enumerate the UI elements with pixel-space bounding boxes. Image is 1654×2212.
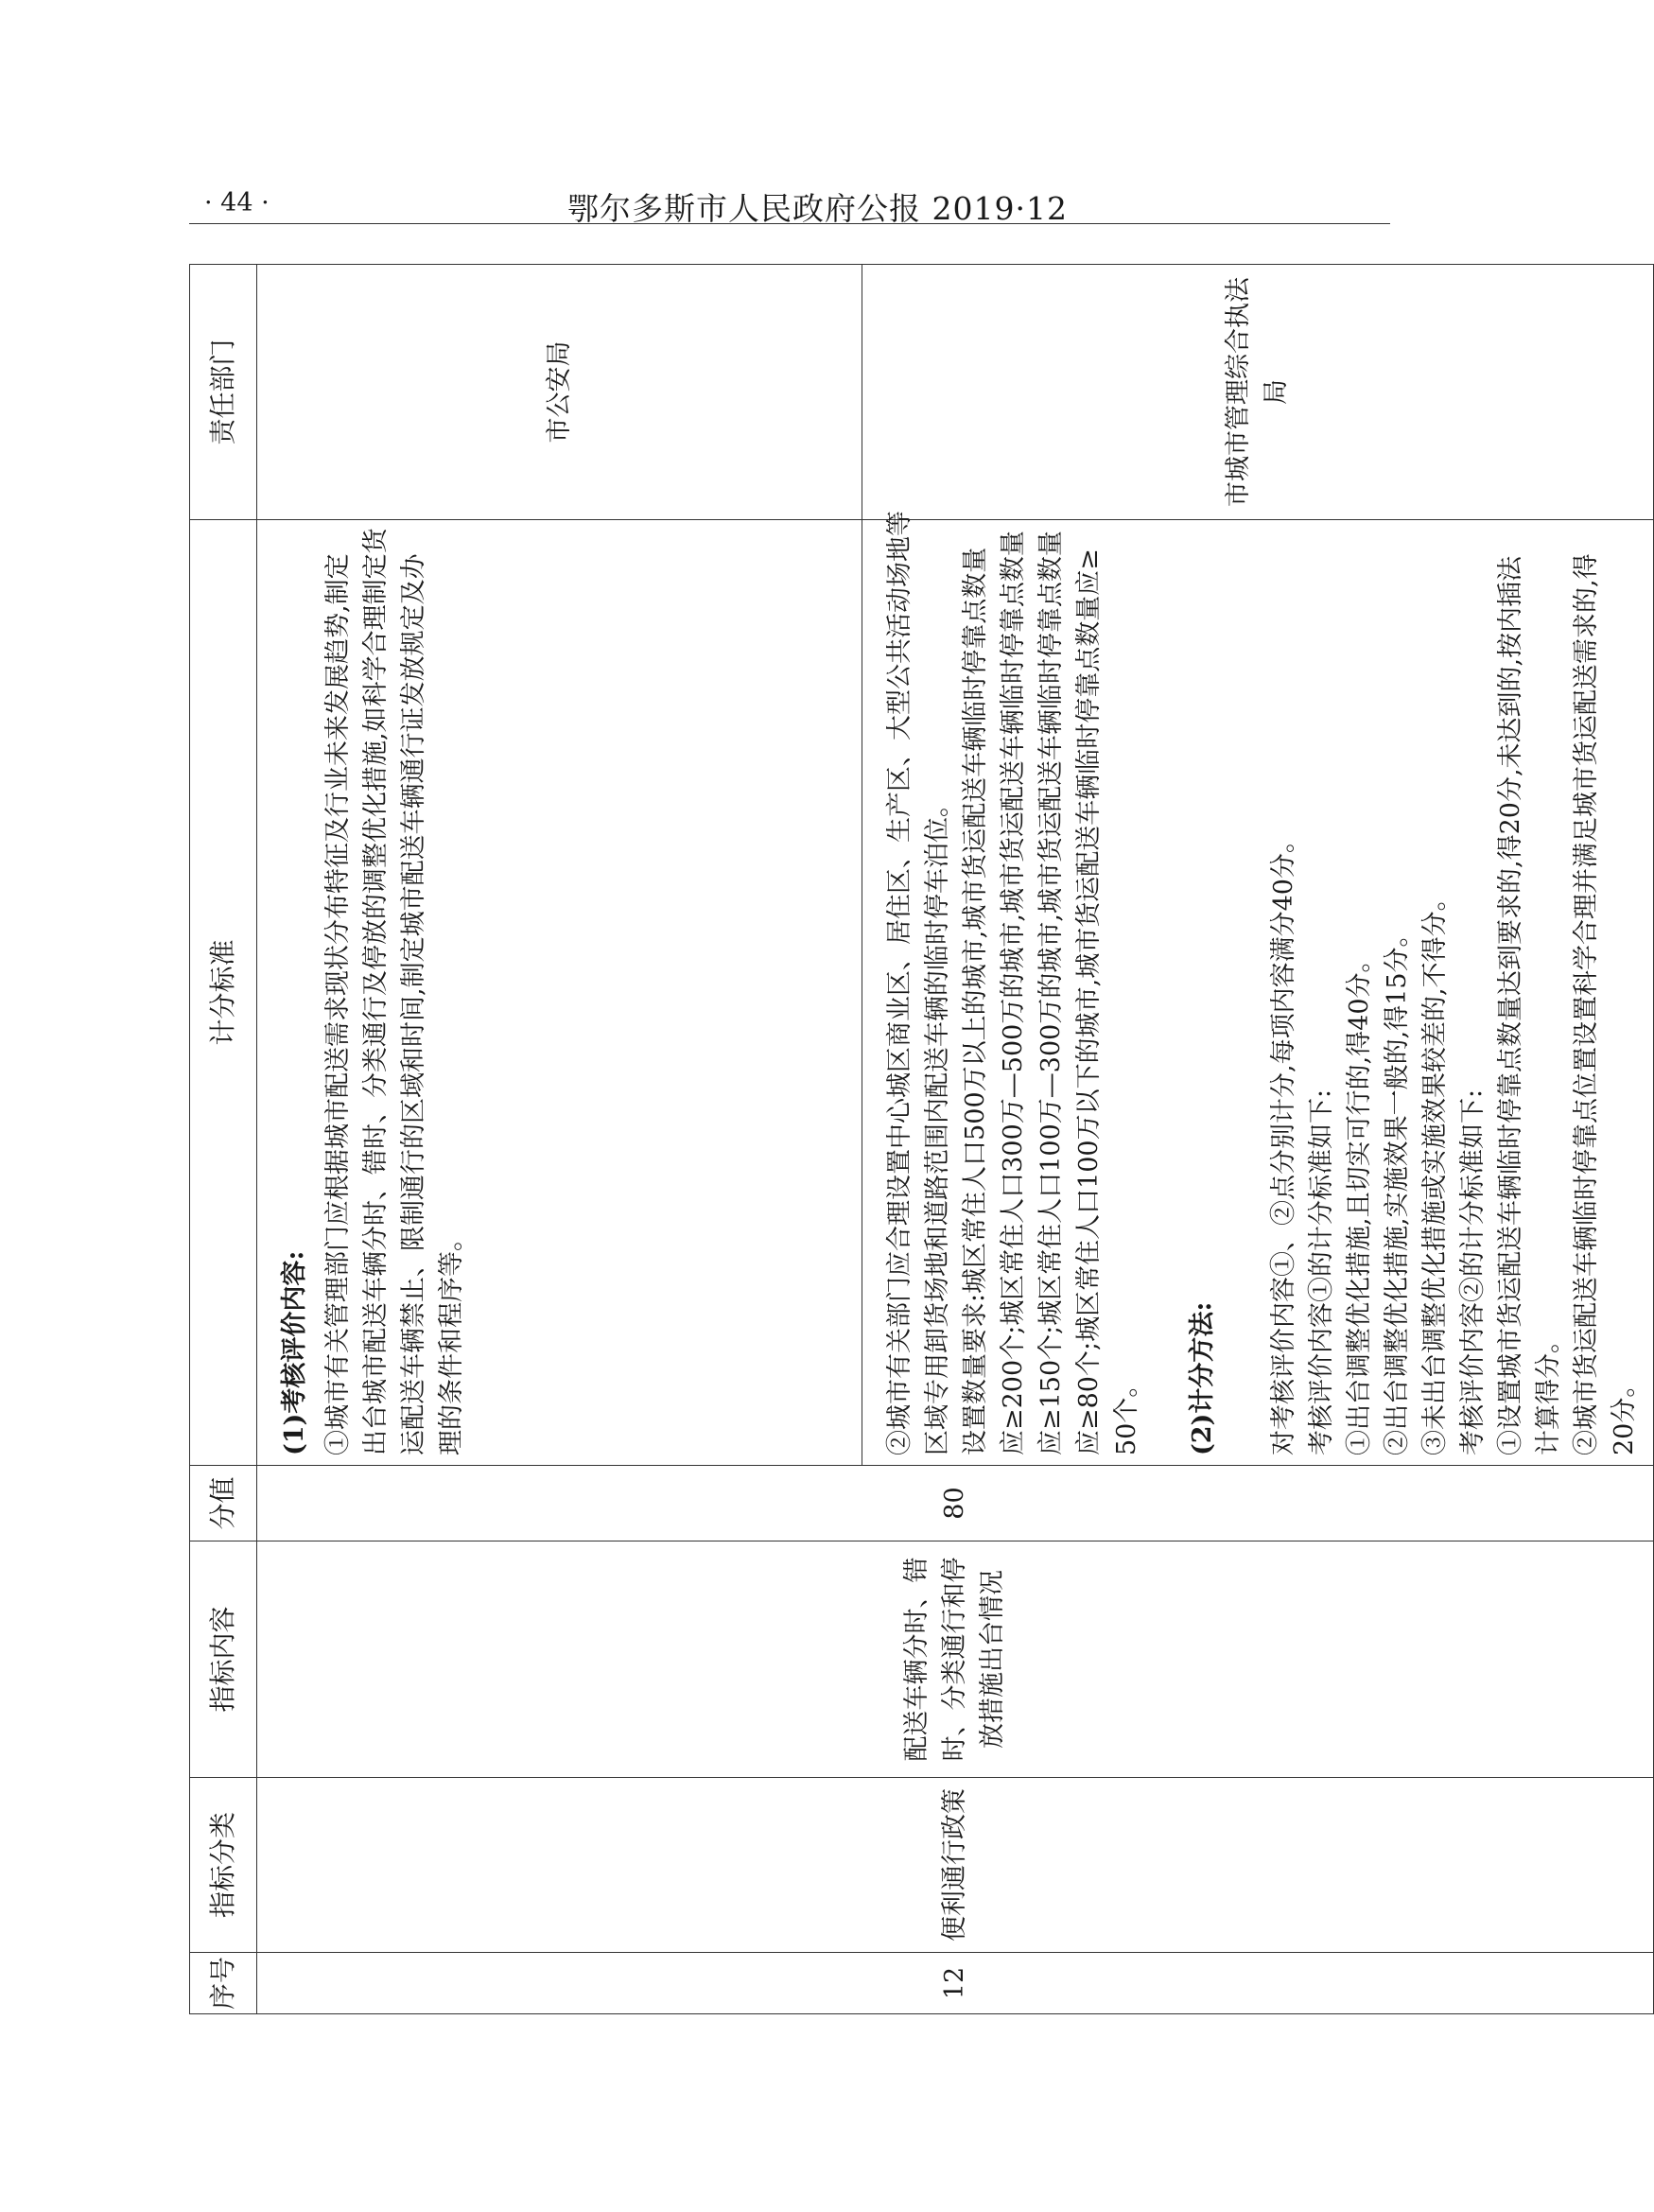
row-number: 12 <box>257 1953 1654 2014</box>
criteria-spacer <box>1146 530 1184 1455</box>
rotated-table <box>189 265 1639 2014</box>
col-header-indicator: 指标内容 <box>190 1541 257 1778</box>
method-line: ②城市货运配送车辆临时停靠点位置设置科学合理并满足城市货运配送需求的,得 <box>1572 553 1601 1455</box>
criteria-line: 应≥200个;城区常住人口300万—500万的城市,城市货运配送车辆临时停靠点数量 <box>999 531 1028 1455</box>
header-row <box>190 265 257 2014</box>
col-header-no: 序号 <box>190 1953 257 2014</box>
journal-title: 鄂尔多斯市人民政府公报 2019·12 <box>567 190 1068 227</box>
table-row <box>257 265 862 2014</box>
criteria-line: 应≥150个;城区常住人口100万—300万的城市,城市货运配送车辆临时停靠点数量 <box>1036 531 1066 1455</box>
criteria-line: 50个。 <box>1112 1371 1141 1455</box>
row-score: 80 <box>257 1466 1654 1541</box>
criteria-line: 应≥80个;城区常住人口100万以下的城市,城市货运配送车辆临时停靠点数量应≥ <box>1074 549 1104 1455</box>
method-line: 计算得分。 <box>1534 1328 1563 1455</box>
criteria-part2 <box>862 511 1654 1466</box>
method-line: ②出台调整优化措施,实施效果一般的,得15分。 <box>1383 921 1412 1455</box>
col-header-department: 责任部门 <box>190 265 257 520</box>
criteria-line: 设置数量要求:城区常住人口500万以上的城市,城市货运配送车辆临时停靠点数量 <box>961 547 990 1455</box>
criteria-line: ①城市有关管理部门应根据城市配送需求现状分布特征及行业未来发展趋势,制定 <box>323 553 353 1455</box>
method-line: ①出台调整优化措施,且切实可行的,得40分。 <box>1345 947 1374 1455</box>
criteria-line: 理的条件和程序等。 <box>437 1226 466 1455</box>
col-header-category: 指标分类 <box>190 1778 257 1953</box>
criteria-line: 运配送车辆禁止、限制通行的区域和时间,制定城市配送车辆通行证发放规定及办 <box>399 553 428 1455</box>
assessment-table <box>189 264 1654 2014</box>
col-header-criteria: 计分标准 <box>190 520 257 1466</box>
criteria-spacer <box>1227 530 1265 1455</box>
page-number: · 44 · <box>204 188 270 218</box>
method-line: ①设置城市货运配送车辆临时停靠点数量达到要求的,得20分,未达到的,按内插法 <box>1496 555 1525 1455</box>
col-header-score: 分值 <box>190 1466 257 1541</box>
method-line: 20分。 <box>1610 1371 1639 1455</box>
row-category: 便利通行政策 <box>257 1778 1654 1953</box>
criteria-line: 区域专用卸货场地和道路范围内配送车辆的临时停车泊位。 <box>923 792 952 1455</box>
method-line: 考核评价内容②的计分标准如下: <box>1458 1089 1488 1455</box>
criteria-heading-content: (1)考核评价内容: <box>280 1250 309 1455</box>
row-indicator: 配送车辆分时、错时、分类通行和停放措施出台情况 <box>257 1541 1654 1778</box>
criteria-line: 出台城市配送车辆分时、错时、分类通行及停放的调整优化措施,如科学合理制定货 <box>361 528 391 1455</box>
department-part1: 市公安局 <box>257 265 862 520</box>
criteria-heading-method: (2)计分方法: <box>1188 1301 1217 1455</box>
method-line: 考核评价内容①的计分标准如下: <box>1307 1089 1336 1455</box>
table-container <box>189 265 1639 2014</box>
header-rule <box>189 223 1390 224</box>
method-line: 对考核评价内容①、②点分别计分,每项内容满分40分。 <box>1269 827 1298 1455</box>
department-part2: 市城市管理综合执法局 <box>862 265 1654 520</box>
page-header <box>189 184 1390 227</box>
criteria-line: ②城市有关部门应合理设置中心城区商业区、居住区、生产区、大型公共活动场地等 <box>885 511 914 1455</box>
method-line: ③未出台调整优化措施或实施效果较差的,不得分。 <box>1420 885 1450 1455</box>
criteria-part1 <box>257 520 862 1466</box>
